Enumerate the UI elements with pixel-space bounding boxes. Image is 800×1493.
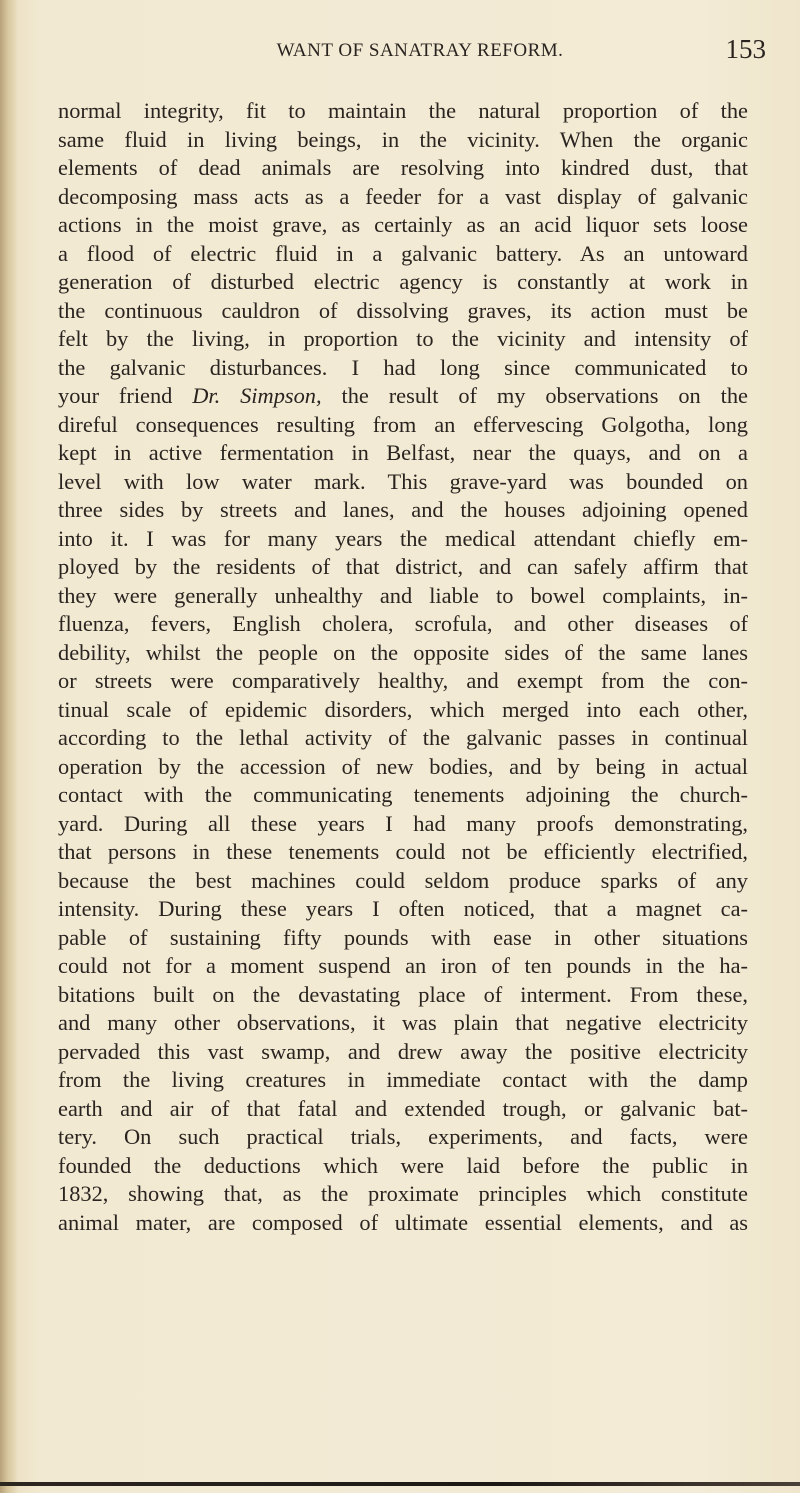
text-line: generation of disturbed electric agency is constantly at work in xyxy=(58,269,748,294)
text-fragment: the result of my observations on the xyxy=(341,383,748,408)
text-line: felt by the living, in proportion to the vicinity and intensity of xyxy=(58,326,748,351)
text-line: operation by the accession of new bodies, and by being in actual xyxy=(58,753,748,779)
text-line: contact with the communicating tenements adjoining the church- xyxy=(58,782,748,807)
text-line: decomposing mass acts as a feeder for a vast display of galvanic xyxy=(58,183,748,209)
text-line: ployed by the residents of that district, and can safely affirm that xyxy=(58,554,748,579)
text-line: they were generally unhealthy and liable to bowel complaints, in- xyxy=(58,582,748,608)
text-line: founded the deductions which were laid before the public in xyxy=(58,1152,748,1178)
text-line: direful consequences resulting from an effervescing Golgotha, long xyxy=(58,411,748,437)
text-line-with-name xyxy=(58,382,748,411)
scan-edge-rule xyxy=(0,1482,800,1486)
text-line: could not for a moment suspend an iron of ten pounds in the ha- xyxy=(58,953,748,978)
text-line: 1832, showing that, as the proximate principles which constitute xyxy=(58,1181,748,1206)
text-line: fluenza, fevers, English cholera, scrofula, and other diseases of xyxy=(58,611,748,636)
text-line: intensity. During these years I often noticed, that a magnet ca- xyxy=(58,896,748,921)
text-line: animal mater, are composed of ultimate essential elements, and as xyxy=(58,1209,748,1235)
text-line: the continuous cauldron of dissolving graves, its action must be xyxy=(58,297,748,323)
text-line: three sides by streets and lanes, and the houses adjoining opened xyxy=(58,497,748,522)
text-line: kept in active fermentation in Belfast, near the quays, and on a xyxy=(58,440,748,465)
text-line: debility, whilst the people on the opposite sides of the same lanes xyxy=(58,639,748,665)
text-line: earth and air of that fatal and extended trough, or galvanic bat- xyxy=(58,1095,748,1121)
running-head xyxy=(60,34,780,74)
text-line: a flood of electric fluid in a galvanic battery. As an untoward xyxy=(58,240,748,266)
text-line: because the best machines could seldom produce sparks of any xyxy=(58,867,748,893)
italic-name: Dr. Simpson, xyxy=(192,383,322,408)
text-line: or streets were comparatively healthy, and exempt from the con- xyxy=(58,668,748,693)
running-title: WANT OF SANATRAY REFORM. xyxy=(276,40,564,61)
text-line: tery. On such practical trials, experiments, and facts, were xyxy=(58,1124,748,1149)
text-line: tinual scale of epidemic disorders, which merged into each other, xyxy=(58,696,748,722)
text-line: from the living creatures in immediate contact with the damp xyxy=(58,1067,748,1092)
text-line: pervaded this vast swamp, and drew away the positive electricity xyxy=(58,1038,748,1064)
text-line: the galvanic disturbances. I had long since communicated to xyxy=(58,354,748,380)
text-line: according to the lethal activity of the galvanic passes in continual xyxy=(58,725,748,750)
text-line: normal integrity, fit to maintain the natural proportion of the xyxy=(58,98,748,123)
text-line: and many other observations, it was plain that negative electricity xyxy=(58,1010,748,1035)
page-number: 153 xyxy=(725,34,766,64)
binding-shadow xyxy=(0,0,18,1493)
text-line: bitations built on the devastating place of interment. From these, xyxy=(58,981,748,1007)
text-line: elements of dead animals are resolving into kindred dust, that xyxy=(58,155,748,180)
body-text xyxy=(58,97,748,1237)
text-line: actions in the moist grave, as certainly as an acid liquor sets loose xyxy=(58,212,748,237)
text-line: yard. During all these years I had many proofs demonstrating, xyxy=(58,810,748,836)
text-line: level with low water mark. This grave-yard was bounded on xyxy=(58,468,748,494)
text-fragment: your friend xyxy=(58,383,173,408)
text-line: same fluid in living beings, in the vicinity. When the organic xyxy=(58,126,748,152)
text-line: pable of sustaining fifty pounds with ease in other situations xyxy=(58,924,748,950)
text-line: into it. I was for many years the medical attendant chiefly em- xyxy=(58,525,748,551)
text-line: that persons in these tenements could not be efficiently electrified, xyxy=(58,839,748,864)
